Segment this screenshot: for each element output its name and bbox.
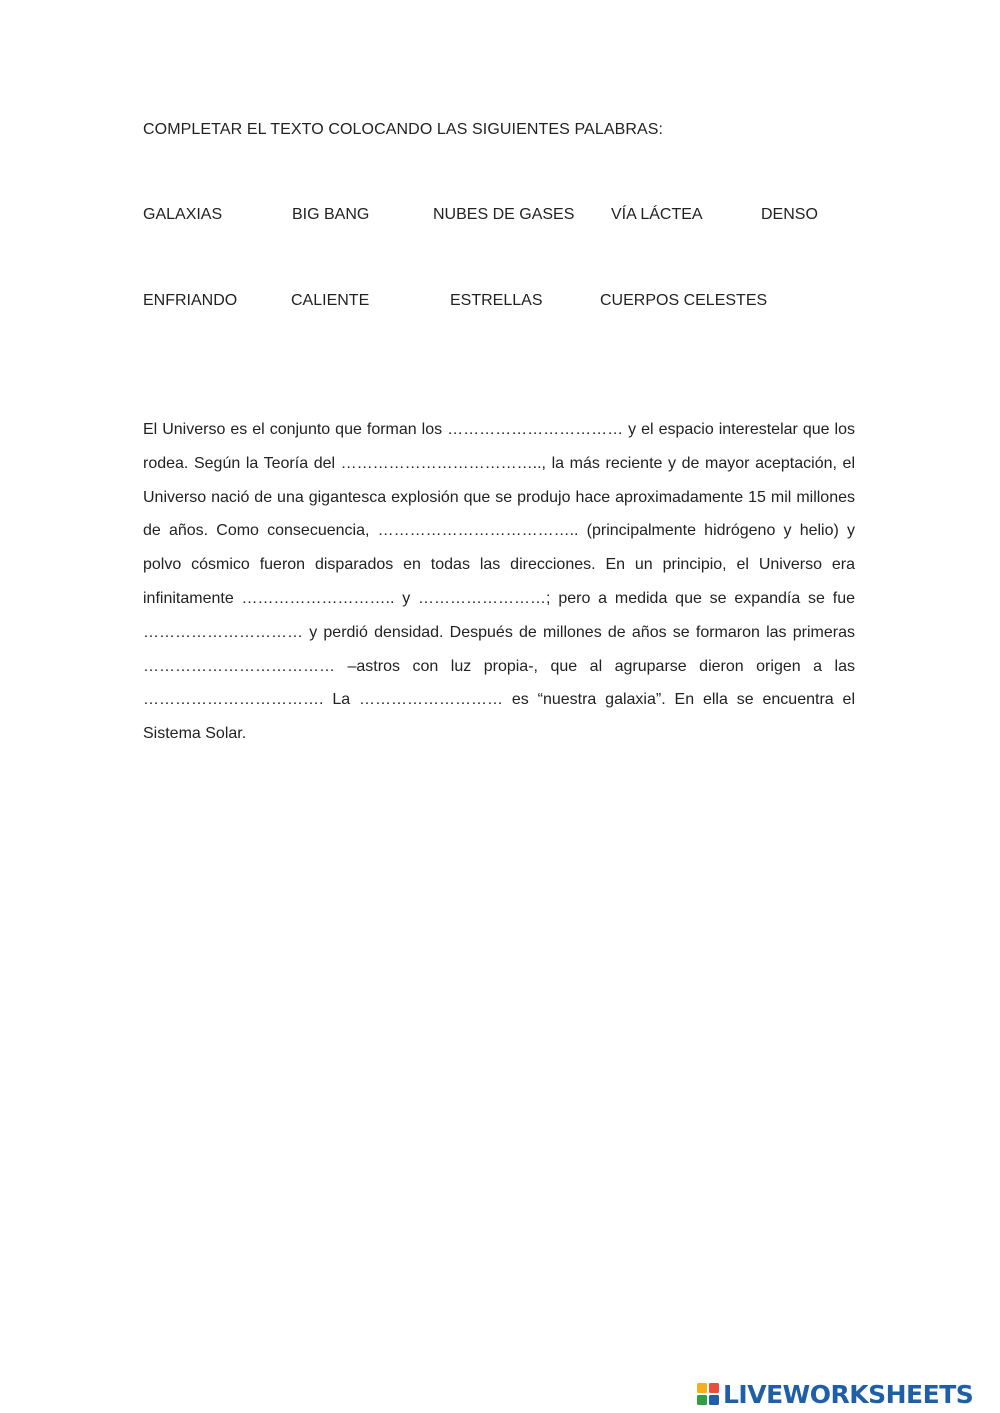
brand-wordmark: LIVEWORKSHEETS — [723, 1379, 974, 1409]
word-bank-item: CALIENTE — [291, 292, 370, 309]
fill-in-paragraph: El Universo es el conjunto que forman los …………………………… y el espacio interestelar que los rodea. Según la Teoría del ……………………………….., la más reciente y de mayor aceptación, el Universo nació de una gigantesca explosión que se produjo hace aproximadamente 15 mil millones de años. Como consecuencia, ……………………………….. (principalmente hidrógeno y helio) y polvo cósmico fueron disparados en todas las direcciones. En un principio, el Universo era infinitamente ……………………….. y ……………………; pero a medida que se expandía se fue ………………………… y perdió densidad. Después de millones de años se formaron las primeras ……………………………… –astros con luz propia-, que al agruparse dieron origen a las ……………………………. La ……………………… es “nuestra galaxia”. En ella se encuentra el Sistema Solar. — [143, 421, 855, 743]
word-bank-item: VÍA LÁCTEA — [611, 206, 703, 223]
liveworksheets-brand — [697, 1379, 973, 1409]
word-bank-item: NUBES DE GASES — [433, 206, 575, 223]
instruction-heading: COMPLETAR EL TEXTO COLOCANDO LAS SIGUIENTES PALABRAS: — [143, 121, 664, 138]
liveworksheets-logo-icon — [697, 1383, 719, 1405]
word-bank-item: CUERPOS CELESTES — [600, 292, 768, 309]
word-bank-item: ENFRIANDO — [143, 292, 238, 309]
word-bank-item: GALAXIAS — [143, 206, 223, 223]
word-bank-item: BIG BANG — [292, 206, 370, 223]
word-bank-item: DENSO — [761, 206, 818, 223]
word-bank-item: ESTRELLAS — [450, 292, 543, 309]
